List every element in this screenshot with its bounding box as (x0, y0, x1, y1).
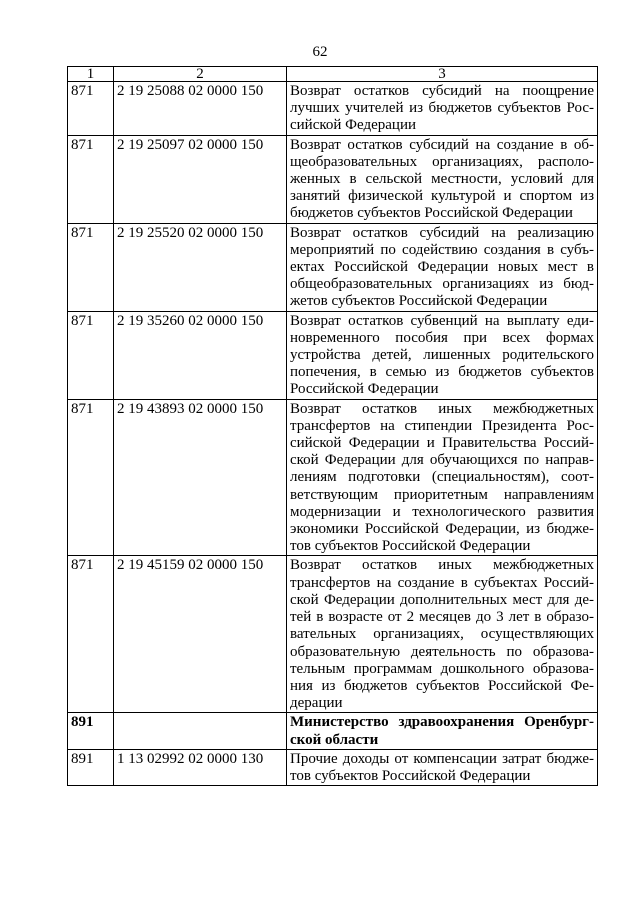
description-cell: Возврат остатков субвенций на выплату единовременного пособия при всех формах устройства детей, лишенных родительского попечения, в семью из бюджетов субъектов Российской Федерации (287, 311, 598, 399)
kbk-code-cell (114, 713, 287, 749)
description-cell: Возврат остатков иных межбюджетных трансфертов на создание в субъектах Российской Федерации дополнительных мест для детей в возрасте от 2 месяцев до 3 лет в образовательных организациях, осуществляющих образовательную деятельность по образовательным программам дошкольного образования из бюджетов субъектов Российской Федерации (287, 556, 598, 713)
header-cell-3: 3 (287, 67, 598, 82)
admin-code-cell: 871 (68, 82, 114, 136)
description-cell: Возврат остатков субсидий на реализацию мероприятий по содействию создания в субъектах Российской Федерации новых мест в общеобразовательных организациях из бюджетов субъектов Российской Федерации (287, 223, 598, 311)
description-cell: Прочие доходы от компенсации затрат бюджетов субъектов Российской Федерации (287, 749, 598, 785)
kbk-code-cell: 2 19 45159 02 0000 150 (114, 556, 287, 713)
admin-code-cell: 891 (68, 713, 114, 749)
admin-code-cell: 891 (68, 749, 114, 785)
table-header-row (68, 67, 598, 82)
table-row (68, 749, 598, 785)
table-row (68, 82, 598, 136)
kbk-code-cell: 1 13 02992 02 0000 130 (114, 749, 287, 785)
table-row (68, 223, 598, 311)
description-cell: Возврат остатков иных межбюджетных трансфертов на стипендии Президента Российской Федерации и Правительства Российской Федерации для обучающихся по направлениям подготовки (специальностям), соответствующим приоритетным направлениям модернизации и технологического развития экономики Российской Федерации, из бюджетов субъектов Российской Федерации (287, 399, 598, 556)
table-row (68, 556, 598, 713)
admin-code-cell: 871 (68, 311, 114, 399)
description-cell: Возврат остатков субсидий на создание в общеобразовательных организациях, расположенных в сельской местности, условий для занятий физической культурой и спортом из бюджетов субъектов Российской Федерации (287, 135, 598, 223)
table-row (68, 399, 598, 556)
header-cell-2: 2 (114, 67, 287, 82)
kbk-code-cell: 2 19 25520 02 0000 150 (114, 223, 287, 311)
header-cell-1: 1 (68, 67, 114, 82)
admin-code-cell: 871 (68, 556, 114, 713)
page-number: 62 (312, 44, 328, 60)
kbk-code-cell: 2 19 25097 02 0000 150 (114, 135, 287, 223)
admin-code-cell: 871 (68, 399, 114, 556)
kbk-code-cell: 2 19 35260 02 0000 150 (114, 311, 287, 399)
admin-code-cell: 871 (68, 135, 114, 223)
table-row-section-heading (68, 713, 598, 749)
kbk-code-cell: 2 19 43893 02 0000 150 (114, 399, 287, 556)
description-cell: Возврат остатков субсидий на поощрение лучших учителей из бюджетов субъектов Российской Федерации (287, 82, 598, 136)
table-row (68, 311, 598, 399)
kbk-code-cell: 2 19 25088 02 0000 150 (114, 82, 287, 136)
budget-classification-table (67, 66, 598, 786)
table-row (68, 135, 598, 223)
ministry-name-cell: Министерство здравоохранения Оренбургской области (287, 713, 598, 749)
admin-code-cell: 871 (68, 223, 114, 311)
